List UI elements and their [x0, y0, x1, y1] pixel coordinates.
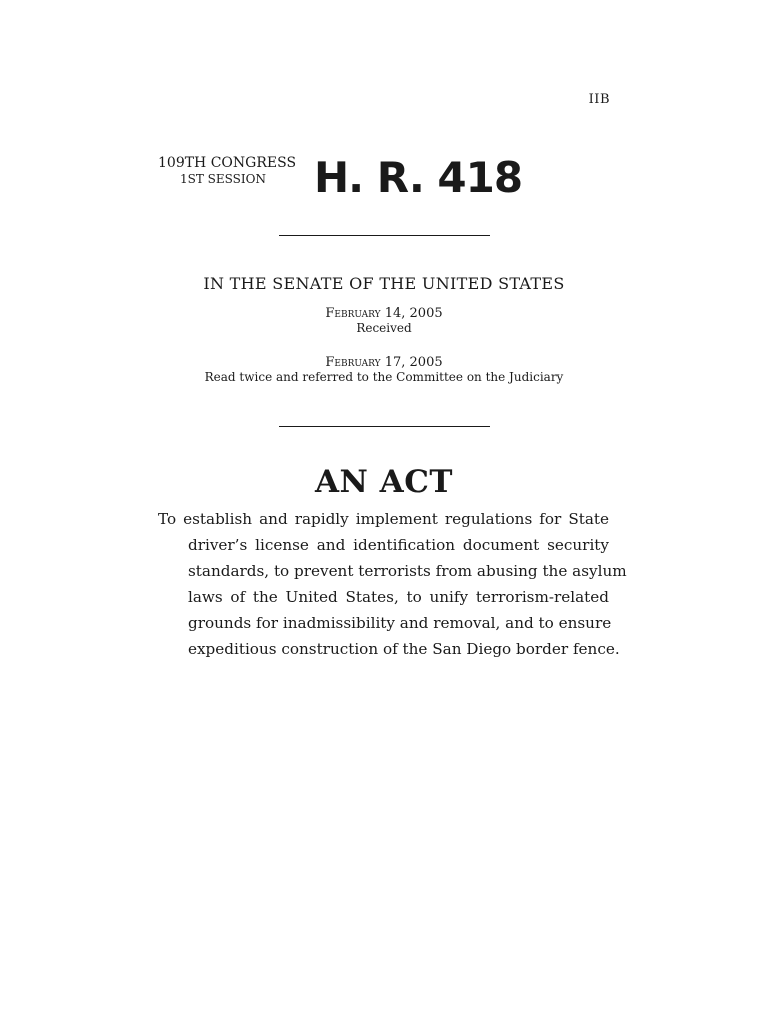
- purpose-line: expeditious construction of the San Diego border fence.: [188, 640, 620, 658]
- chamber-heading: IN THE SENATE OF THE UNITED STATES: [203, 274, 565, 293]
- purpose-line: grounds for inadmissibility and removal, and to ensure: [188, 614, 612, 632]
- action-referred: [0, 355, 768, 385]
- action-date: February 14, 2005: [325, 306, 443, 321]
- purpose-line: standards, to prevent terrorists from abusing the asylum: [188, 562, 627, 580]
- purpose-line: To establish and rapidly implement regulations for State: [158, 510, 609, 528]
- purpose-clause: [158, 506, 627, 662]
- action-text: Received: [356, 321, 412, 335]
- session-label: 1ST SESSION: [180, 172, 266, 186]
- stage-mark: IIB: [588, 92, 610, 107]
- bottom-divider: [279, 426, 490, 427]
- bill-number: H. R. 418: [314, 153, 523, 202]
- action-text: Read twice and referred to the Committee on the Judiciary: [204, 370, 564, 384]
- act-title: AN ACT: [315, 464, 453, 500]
- purpose-line: driver’s license and identification document security: [188, 536, 609, 554]
- congress-label: 109TH CONGRESS: [158, 155, 297, 171]
- purpose-line: laws of the United States, to unify terrorism-related: [188, 588, 609, 606]
- top-divider: [279, 235, 490, 236]
- congress-session-block: [158, 155, 298, 187]
- action-received: [0, 306, 768, 336]
- action-date: February 17, 2005: [325, 355, 443, 370]
